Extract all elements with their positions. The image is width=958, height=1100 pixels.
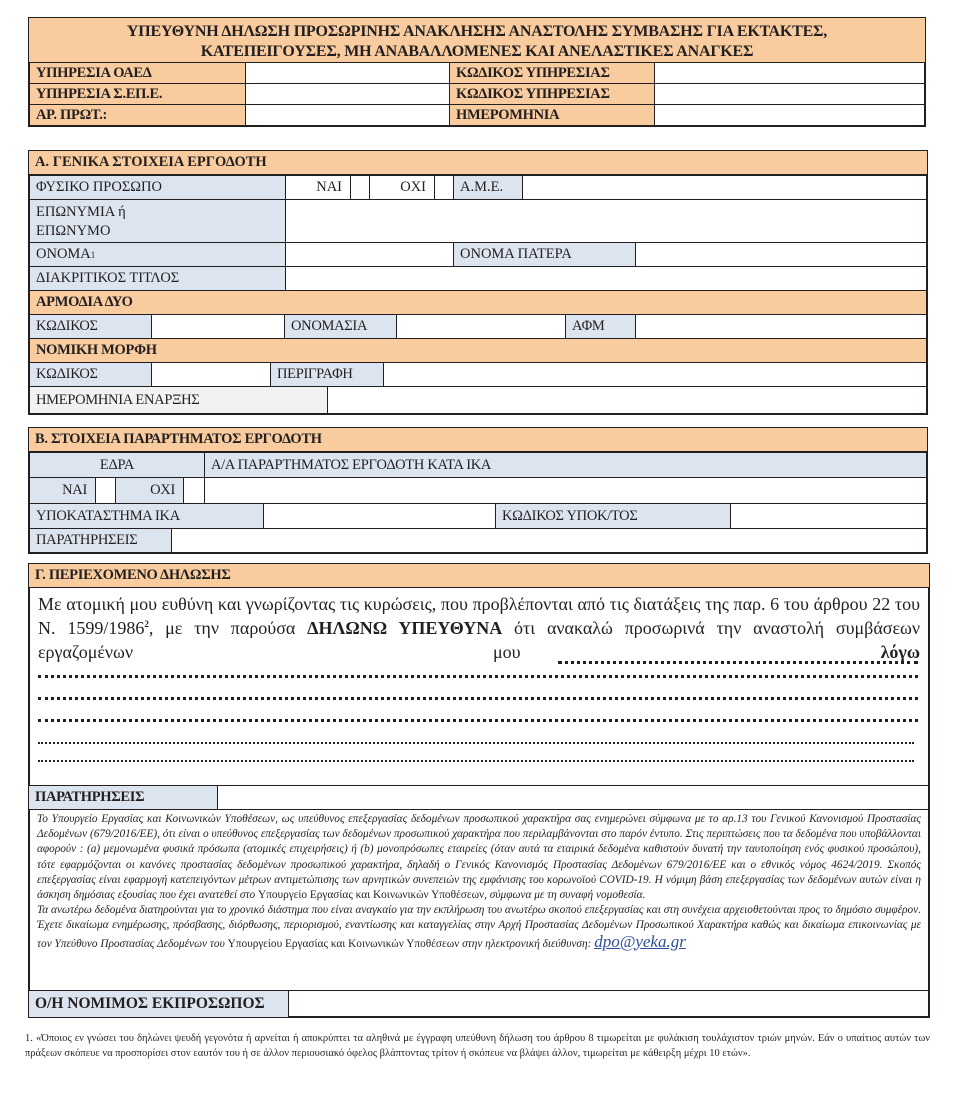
- branch-no-label: Α/Α ΠΑΡΑΡΤΗΜΑΤΟΣ ΕΡΓΟΔΟΤΗ ΚΑΤΑ ΙΚΑ: [204, 452, 927, 478]
- first-name-label: ΟΝΟΜΑ 1: [29, 242, 286, 267]
- ame-label: Α.Μ.Ε.: [453, 175, 523, 200]
- declaration-part2: , με την παρούσα: [148, 618, 308, 638]
- declaration-reason-label: λόγω: [880, 642, 920, 662]
- ministry-name-2: Υπουργείο Εργασίας και Κοινωνικών Υποθέσεων: [258, 889, 485, 902]
- service-code-field-2[interactable]: [654, 83, 925, 105]
- first-name-label-text: ΟΝΟΜΑ: [36, 246, 91, 262]
- natural-person-label: ΦΥΣΙΚΟ ΠΡΟΣΩΠΟ: [29, 175, 286, 200]
- ika-branch-label: ΥΠΟΚΑΤΑΣΤΗΜΑ ΙΚΑ: [29, 503, 264, 529]
- section-c-title: Γ. ΠΕΡΙΕΧΟΜΕΝΟ ΔΗΛΩΣΗΣ: [29, 564, 929, 588]
- legal-form-code-field[interactable]: [151, 362, 271, 387]
- section-c-remarks-field[interactable]: [218, 786, 929, 810]
- declaration-part1: Με ατομική μου ευθύνη και γνωρίζοντας τις κυρώσεις, που προβλέπονται από τις διατάξεις της παρ. 6 του άρθρου 22 του Ν. 1599/1986: [38, 594, 920, 638]
- oaed-service-field[interactable]: [245, 62, 450, 84]
- form-title-line2: ΚΑΤΕΠΕΙΓΟΥΣΕΣ, ΜΗ ΑΝΑΒΑΛΛΟΜΕΝΕΣ ΚΑΙ ΑΝΕΛΑΣΤΙΚΕΣ ΑΝΑΓΚΕΣ: [200, 43, 754, 60]
- privacy-p2-end: στην ηλεκτρονική διεύθυνση:: [459, 937, 595, 950]
- legal-form-desc-label: ΠΕΡΙΓΡΑΦΗ: [270, 362, 384, 387]
- form-title: [29, 18, 925, 62]
- seat-yes-label: ΝΑΙ: [29, 477, 96, 504]
- natural-person-no-checkbox[interactable]: [434, 175, 454, 200]
- trade-title-field[interactable]: [285, 266, 927, 291]
- declaration-bold: ΔΗΛΩΝΩ ΥΠΕΥΘΥΝΑ: [307, 618, 503, 638]
- date-field[interactable]: [654, 104, 925, 126]
- father-name-field[interactable]: [635, 242, 927, 267]
- legal-form-code-label: ΚΩΔΙΚΟΣ: [29, 362, 152, 387]
- ame-field[interactable]: [522, 175, 927, 200]
- sepe-service-field[interactable]: [245, 83, 450, 105]
- reason-line-3[interactable]: [38, 714, 918, 722]
- legal-rep-label: Ο/Η ΝΟΜΙΜΟΣ ΕΚΠΡΟΣΩΠΟΣ: [29, 991, 289, 1017]
- branch-no-field[interactable]: [204, 477, 927, 504]
- trade-title-label: ΔΙΑΚΡΙΤΙΚΟΣ ΤΙΤΛΟΣ: [29, 266, 286, 291]
- tax-office-name-field[interactable]: [396, 314, 566, 339]
- legal-form-title: ΝΟΜΙΚΗ ΜΟΡΦΗ: [29, 338, 927, 363]
- dpo-email-link[interactable]: dpo@yeka.gr: [594, 931, 686, 951]
- reason-line-2[interactable]: [38, 692, 918, 700]
- company-name-label-line1: ΕΠΩΝΥΜΙΑ ή: [36, 204, 126, 220]
- natural-person-yes-label: ΝΑΙ: [285, 175, 351, 200]
- legal-form-desc-field[interactable]: [383, 362, 927, 387]
- company-name-field[interactable]: [285, 199, 927, 243]
- privacy-p1-end: , σύμφωνα με τη συναφή νομοθεσία.: [484, 889, 646, 902]
- protocol-no-field[interactable]: [245, 104, 450, 126]
- father-name-label: ΟΝΟΜΑ ΠΑΤΕΡΑ: [453, 242, 636, 267]
- ministry-name-3: Υπουργείου Εργασίας και Κοινωνικών Υποθέσεων: [227, 937, 460, 950]
- footnote-1: 1. «Όποιος εν γνώσει του δηλώνει ψευδή γεγονότα ή αρνείται ή αποκρύπτει τα αληθινά με έγγραφη υπεύθυνη δήλωση του άρθρου 8 τιμωρείται με φυλάκιση τουλάχιστον τριών μηνών. Εάν ο υπαίτιος αυτών των πράξεων σκόπευε να προσπορίσει στον εαυτόν του ή σε άλλον περιουσιακό όφελος βλάπτοντας τρίτον ή σκόπευε να βλάψει άλλον, τιμωρείται με κάθειρξη μέχρι 10 ετών».: [25, 1033, 930, 1059]
- tax-office-code-label: ΚΩΔΙΚΟΣ: [29, 314, 152, 339]
- tax-office-code-field[interactable]: [151, 314, 285, 339]
- branch-code-field[interactable]: [730, 503, 927, 529]
- natural-person-yes-checkbox[interactable]: [350, 175, 370, 200]
- seat-no-checkbox[interactable]: [183, 477, 205, 504]
- reason-dots-first: [558, 650, 918, 664]
- footnote-ref-2: 2: [144, 619, 149, 629]
- privacy-paragraph-2: [37, 903, 921, 952]
- section-b-remarks-label: ΠΑΡΑΤΗΡΗΣΕΙΣ: [29, 528, 172, 553]
- tax-office-title: ΑΡΜΟΔΙΑ ΔΥΟ: [29, 290, 927, 315]
- natural-person-no-label: ΟΧΙ: [369, 175, 435, 200]
- company-name-label-line2: ΕΠΩΝΥΜΟ: [36, 223, 111, 239]
- service-code-label-1: ΚΩΔΙΚΟΣ ΥΠΗΡΕΣΙΑΣ: [449, 62, 655, 84]
- sepe-service-label: ΥΠΗΡΕΣΙΑ Σ.ΕΠ.Ε.: [29, 83, 246, 105]
- company-name-label: [29, 199, 286, 243]
- afm-label: ΑΦΜ: [565, 314, 636, 339]
- section-b-remarks-field[interactable]: [171, 528, 927, 553]
- service-code-label-2: ΚΩΔΙΚΟΣ ΥΠΗΡΕΣΙΑΣ: [449, 83, 655, 105]
- start-date-label: ΗΜΕΡΟΜΗΝΙΑ ΕΝΑΡΞΗΣ: [29, 386, 328, 414]
- tax-office-name-label: ΟΝΟΜΑΣΙΑ: [284, 314, 397, 339]
- privacy-notice: [37, 812, 921, 952]
- protocol-no-label: ΑΡ. ΠΡΩΤ.:: [29, 104, 246, 126]
- start-date-field[interactable]: [327, 386, 927, 414]
- privacy-p1-text: ως υπεύθυνος επεξεργασίας δεδομένων προσωπικού χαρακτήρα σας ενημερώνει σύμφωνα με το αρ.13 του Γενικού Κανονισμού Προστασίας Δεδομένων (679/2016/ΕΕ), ότι είναι ο υπεύθυνος επεξεργασίας των δεδομένων προσωπικού χαρακτήρα που περιλαμβάνονται στο παρόν έντυπο. Στις περιπτώσεις που τα δεδομένα που υποβάλλονται αφορούν : (a) μεμονωμένα φυσικά πρόσωπα (ατομικές επιχειρήσεις) ή (b) μονοπρόσωπες εταιρείες (όταν αυτά τα εταιρικά δεδομένα καθιστούν δυνατή την ταυτοποίηση ενός φυσικού προσώπου), τότε εφαρμόζονται οι κανόνες προστασίας δεδομένων προσωπικού χαρακτήρα, δηλαδή ο Γενικός Κανονισμός Προστασίας Δεδομένων 679/2016/ΕΕ και ο εθνικός νόμος 4624/2019. Σκοπός επεξεργασίας είναι εφαρμογή κατεπειγόντων μέτρων αντιμετώπισης των αρνητικών συνεπειών της εμφάνισης του κορωνοϊού COVID-19. Η νόμιμη βάση επεξεργασίας των δεδομένων αυτών είναι η άσκηση δημόσιας εξουσίας που έχει ανατεθεί στο: [37, 813, 921, 902]
- form-title-line1: ΥΠΕΥΘΥΝΗ ΔΗΛΩΣΗ ΠΡΟΣΩΡΙΝΗΣ ΑΝΑΚΛΗΣΗΣ ΑΝΑΣΤΟΛΗΣ ΣΥΜΒΑΣΗΣ ΓΙΑ ΕΚΤΑΚΤΕΣ,: [126, 23, 828, 40]
- legal-rep-signature-field[interactable]: [289, 991, 929, 1017]
- section-c-remarks-label: ΠΑΡΑΤΗΡΗΣΕΙΣ: [29, 786, 218, 810]
- declaration-part3: ότι ανακαλώ προσωρινά την αναστολή συμβάσεων εργαζομένων μου: [38, 618, 920, 662]
- date-label: ΗΜΕΡΟΜΗΝΙΑ: [449, 104, 655, 126]
- seat-yes-checkbox[interactable]: [95, 477, 116, 504]
- ministry-name-1: Το Υπουργείο Εργασίας και Κοινωνικών Υποθέσεων,: [37, 813, 278, 825]
- section-a-title: Α. ΓΕΝΙΚΑ ΣΤΟΙΧΕΙΑ ΕΡΓΟΔΟΤΗ: [29, 151, 927, 175]
- section-b-title: Β. ΣΤΟΙΧΕΙΑ ΠΑΡΑΡΤΗΜΑΤΟΣ ΕΡΓΟΔΟΤΗ: [29, 428, 927, 452]
- ika-branch-field[interactable]: [263, 503, 496, 529]
- privacy-paragraph-1: [37, 812, 921, 903]
- reason-line-1[interactable]: [38, 670, 918, 678]
- service-code-field-1[interactable]: [654, 62, 925, 84]
- branch-code-label: ΚΩΔΙΚΟΣ ΥΠΟΚ/ΤΟΣ: [495, 503, 731, 529]
- seat-no-label: ΟΧΙ: [115, 477, 184, 504]
- first-name-field[interactable]: [285, 242, 454, 267]
- seat-label: ΕΔΡΑ: [29, 452, 205, 478]
- privacy-p2-text: Τα ανωτέρω δεδομένα διατηρούνται για το χρονικό διάστημα που είναι αναγκαίο για την εκπλήρωση του ανωτέρω σκοπού επεξεργασίας και στη συνέχεια αρχειοθετούνται προς το δημόσιο συμφέρον. Έχετε δικαίωμα ενημέρωσης, πρόσβασης, διόρθωσης, περιορισμού, εναντίωσης και καταγγελίας στην Αρχή Προστασίας Δεδομένων Προσωπικού Χαρακτήρα καθώς και δικαίωμα επικοινωνίας με τον Υπεύθυνο Προστασίας Δεδομένων του: [37, 904, 921, 950]
- oaed-service-label: ΥΠΗΡΕΣΙΑ ΟΑΕΔ: [29, 62, 246, 84]
- reason-line-5[interactable]: [38, 754, 914, 762]
- afm-field[interactable]: [635, 314, 927, 339]
- reason-line-4[interactable]: [38, 736, 914, 744]
